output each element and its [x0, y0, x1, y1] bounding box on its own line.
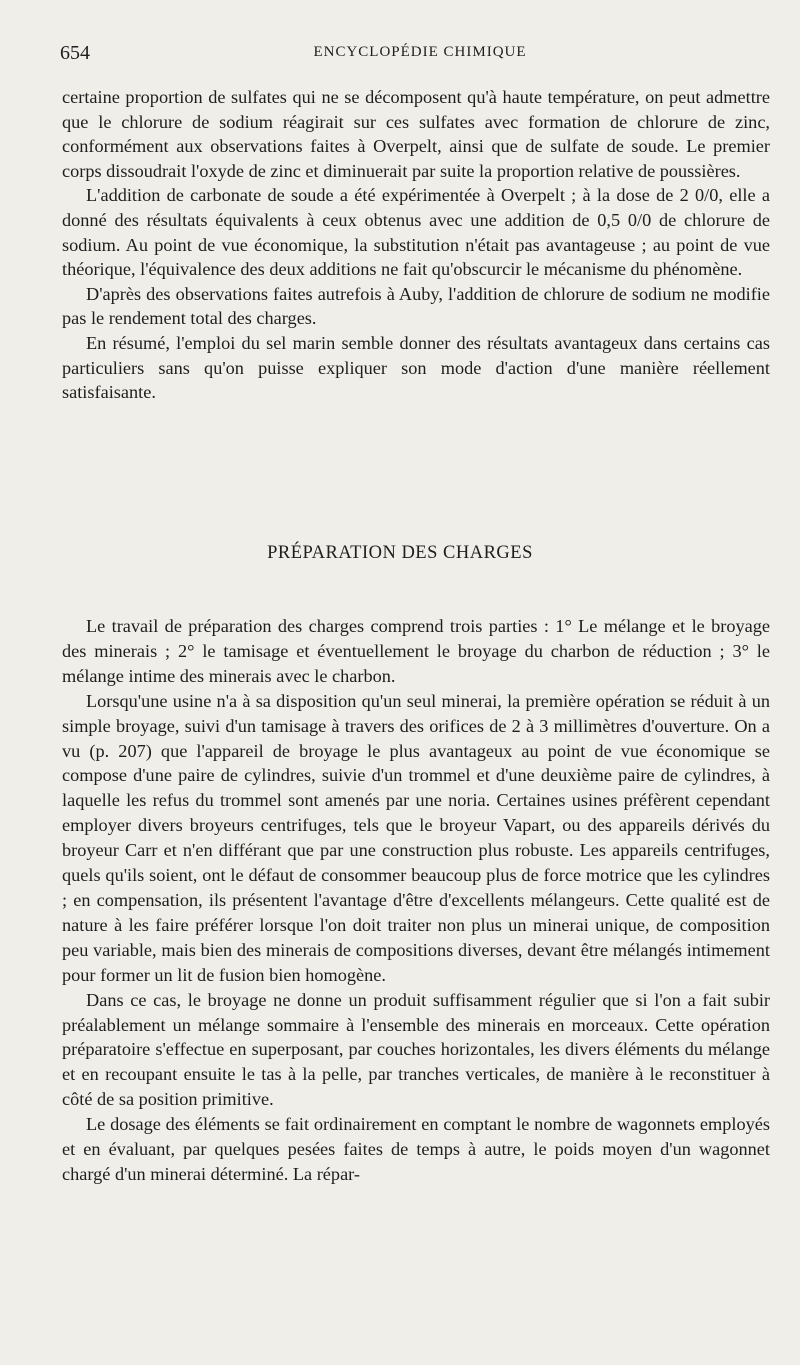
paragraph: L'addition de carbonate de soude a été expérimentée à Overpelt ; à la dose de 2 0/0, elle a donné des résultats équivalents à ceux obtenus avec une addition de 0,5 0/0 de chlorure de sodium. Au point de vue économique, la substitution n'était pas avantageuse ; au point de vue théorique, l'équivalence des deux additions ne fait qu'obscurcir le mécanisme du phénomène. [62, 185, 770, 280]
paragraph: certaine proportion de sulfates qui ne se décomposent qu'à haute température, on peut admettre que le chlorure de sodium réagirait sur ces sulfates avec formation de chlorure de zinc, conformément aux observations faites à Overpelt, ainsi que de sulfate de soude. Le premier corps dissoudrait l'oxyde de zinc et diminuerait par suite la proportion relative de poussières. [62, 87, 770, 181]
paragraph: D'après des observations faites autrefois à Auby, l'addition de chlorure de sodium ne modifie pas le rendement total des charges. [62, 283, 770, 329]
text-block-top [62, 85, 770, 405]
section-title: PRÉPARATION DES CHARGES [267, 543, 533, 563]
paragraph: Lorsqu'une usine n'a à sa disposition qu'un seul minerai, la première opération se réduit à un simple broyage, suivi d'un tamisage à travers des orifices de 2 à 3 millimètres d'ouverture. On a vu (p. 207) que l'appareil de broyage le plus avantageux au point de vue économique se compose d'une paire de cylindres, suivie d'un trommel et d'une deuxième paire de cylindres, à laquelle les refus du trommel sont amenés par une noria. Certaines usines préfèrent cependant employer divers broyeurs centrifuges, tels que le broyeur Vapart, ou des appareils dérivés du broyeur Carr et n'en différant que par une construction plus robuste. Les appareils centrifuges, quels qu'ils soient, ont le défaut de consommer beaucoup plus de force motrice que les cylindres ; en compensation, ils présentent l'avantage d'être d'excellents mélangeurs. Cette qualité est de nature à les faire préférer lorsque l'on doit traiter non plus un minerai unique, de composition peu variable, mais bien des minerais de compositions diverses, devant être mélangés intimement pour former un lit de fusion bien homogène. [62, 690, 770, 985]
page-header [60, 42, 780, 68]
paragraph: En résumé, l'emploi du sel marin semble donner des résultats avantageux dans certains cas particuliers sans qu'on puisse expliquer son mode d'action d'une manière réellement satisfaisante. [62, 332, 770, 403]
running-title: ENCYCLOPÉDIE CHIMIQUE [313, 44, 527, 60]
text-block-section [62, 614, 770, 1187]
paragraph: Dans ce cas, le broyage ne donne un produit suffisamment régulier que si l'on a fait subir préalablement un mélange sommaire à l'ensemble des minerais en morceaux. Cette opération préparatoire s'effectue en superposant, par couches horizontales, les divers éléments du mélange et en recoupant ensuite le tas à la pelle, par tranches verticales, de manière à le reconstituer à côté de sa position primitive. [62, 989, 770, 1110]
paragraph: Le travail de préparation des charges comprend trois parties : 1° Le mélange et le broyage des minerais ; 2° le tamisage et éventuellement le broyage du charbon de réduction ; 3° le mélange intime des minerais avec le charbon. [62, 616, 770, 686]
paragraph: Le dosage des éléments se fait ordinairement en comptant le nombre de wagonnets employés et en évaluant, par quelques pesées faites de temps à autre, le poids moyen d'un wagonnet chargé d'un minerai déterminé. La répar- [62, 1114, 770, 1184]
page-number: 654 [60, 42, 90, 64]
